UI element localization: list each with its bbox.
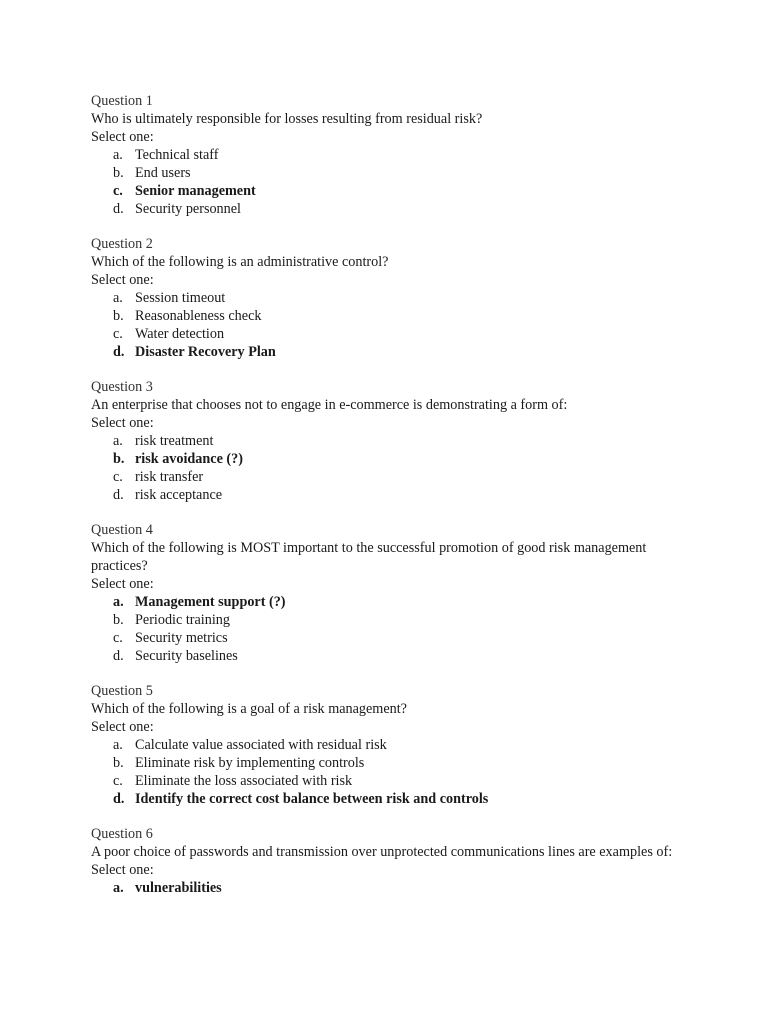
option-label: risk treatment xyxy=(135,433,214,449)
option-item xyxy=(91,647,691,665)
option-item xyxy=(91,289,691,307)
option-label: Security personnel xyxy=(135,201,241,217)
option-label: risk acceptance xyxy=(135,487,223,503)
option-label: risk avoidance (?) xyxy=(135,451,243,467)
option-item xyxy=(91,754,691,772)
option-label: Eliminate the loss associated with risk xyxy=(135,773,353,789)
option-letter: a. xyxy=(113,290,123,306)
select-one-label: Select one: xyxy=(91,576,154,592)
question-heading: Question 5 xyxy=(91,683,153,699)
options-list xyxy=(91,146,691,218)
question-heading: Question 1 xyxy=(91,93,153,109)
question-block xyxy=(91,92,691,218)
option-item-selected xyxy=(91,450,691,468)
select-one-label: Select one: xyxy=(91,272,154,288)
option-label: Session timeout xyxy=(135,290,226,306)
options-list xyxy=(91,736,691,808)
question-heading: Question 3 xyxy=(91,379,153,395)
option-letter: d. xyxy=(113,344,125,360)
question-block xyxy=(91,682,691,808)
question-text: An enterprise that chooses not to engage in e-commerce is demonstrating a form of: xyxy=(91,397,568,413)
option-item xyxy=(91,164,691,182)
option-label: Identify the correct cost balance between risk and controls xyxy=(135,791,489,807)
question-block xyxy=(91,378,691,504)
option-letter: c. xyxy=(113,469,123,485)
option-letter: c. xyxy=(113,183,123,199)
option-letter: c. xyxy=(113,326,123,342)
question-heading: Question 2 xyxy=(91,236,153,252)
option-letter: a. xyxy=(113,433,123,449)
options-list xyxy=(91,432,691,504)
select-one-label: Select one: xyxy=(91,129,154,145)
options-list xyxy=(91,289,691,361)
option-label: Eliminate risk by implementing controls xyxy=(135,755,365,771)
option-item-selected xyxy=(91,593,691,611)
option-item xyxy=(91,611,691,629)
option-label: Water detection xyxy=(135,326,225,342)
option-letter: a. xyxy=(113,594,124,610)
option-item xyxy=(91,146,691,164)
option-letter: b. xyxy=(113,451,125,467)
question-text: Which of the following is an administrative control? xyxy=(91,254,389,270)
option-item xyxy=(91,325,691,343)
question-text: A poor choice of passwords and transmission over unprotected communications lines are examples of: xyxy=(91,844,673,860)
option-label: vulnerabilities xyxy=(135,880,222,896)
document-page xyxy=(91,92,691,914)
option-letter: c. xyxy=(113,630,123,646)
option-label: Senior management xyxy=(135,183,256,199)
option-label: Security metrics xyxy=(135,630,228,646)
option-label: Security baselines xyxy=(135,648,238,664)
option-item-selected xyxy=(91,182,691,200)
select-one-label: Select one: xyxy=(91,719,154,735)
option-letter: b. xyxy=(113,755,124,771)
option-item-selected xyxy=(91,790,691,808)
question-block xyxy=(91,235,691,361)
option-item xyxy=(91,772,691,790)
option-letter: d. xyxy=(113,648,124,664)
option-item xyxy=(91,200,691,218)
options-list xyxy=(91,879,691,897)
option-letter: d. xyxy=(113,487,124,503)
option-letter: a. xyxy=(113,147,123,163)
question-text: Who is ultimately responsible for losses resulting from residual risk? xyxy=(91,111,483,127)
option-label: Management support (?) xyxy=(135,594,286,610)
option-label: risk transfer xyxy=(135,469,204,485)
question-block xyxy=(91,521,691,665)
option-letter: c. xyxy=(113,773,123,789)
question-block xyxy=(91,825,691,897)
question-text: Which of the following is a goal of a risk management? xyxy=(91,701,407,717)
option-letter: b. xyxy=(113,165,124,181)
question-heading: Question 4 xyxy=(91,522,153,538)
option-letter: a. xyxy=(113,880,124,896)
options-list xyxy=(91,593,691,665)
select-one-label: Select one: xyxy=(91,862,154,878)
option-label: Reasonableness check xyxy=(135,308,262,324)
question-text: Which of the following is MOST important to the successful promotion of good risk management practices? xyxy=(91,540,647,574)
option-letter: d. xyxy=(113,791,125,807)
option-item xyxy=(91,432,691,450)
option-label: Calculate value associated with residual risk xyxy=(135,737,387,753)
option-label: Disaster Recovery Plan xyxy=(135,344,276,360)
option-label: Technical staff xyxy=(135,147,219,163)
question-heading: Question 6 xyxy=(91,826,153,842)
option-item xyxy=(91,736,691,754)
option-letter: a. xyxy=(113,737,123,753)
option-item xyxy=(91,486,691,504)
option-item xyxy=(91,629,691,647)
option-item xyxy=(91,307,691,325)
option-label: End users xyxy=(135,165,191,181)
option-item-selected xyxy=(91,343,691,361)
option-label: Periodic training xyxy=(135,612,230,628)
option-item xyxy=(91,468,691,486)
select-one-label: Select one: xyxy=(91,415,154,431)
option-letter: d. xyxy=(113,201,124,217)
option-item-selected xyxy=(91,879,691,897)
option-letter: b. xyxy=(113,612,124,628)
option-letter: b. xyxy=(113,308,124,324)
